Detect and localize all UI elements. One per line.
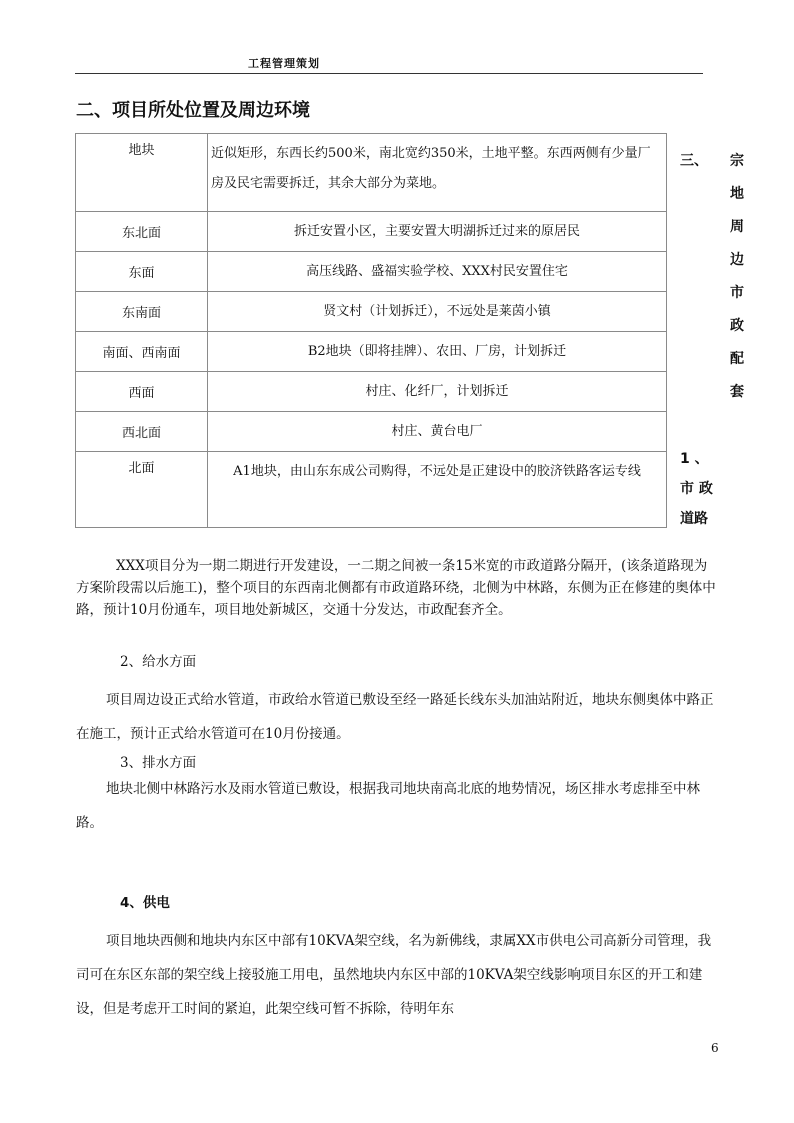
surroundings-table [75,133,667,528]
side-heading-char: 地 [730,186,744,202]
side-subheading-line2: 道路 [680,511,708,527]
description-cell: 高压线路、盛福实验学校、XXX村民安置住宅 [208,252,667,292]
table-row [76,372,667,412]
location-cell: 南面、西南面 [76,332,208,372]
side-heading-char: 周 [730,219,744,235]
header-rule [75,73,703,74]
heading-water-supply: 2、给水方面 [120,654,197,670]
table-row [76,452,667,528]
paragraph-water-supply: 项目周边设正式给水管道，市政给水管道已敷设至经一路延长线东头加油站附近，地块东侧奥体中路正在施工，预计正式给水管道可在10月份接通。 [76,692,714,742]
table-row [76,134,667,212]
side-heading-vertical [727,150,747,414]
side-heading-prefix: 三、 [680,153,708,169]
side-heading-char: 边 [730,252,744,268]
location-cell: 地块 [76,134,208,212]
table-row [76,412,667,452]
table-row [76,212,667,252]
location-cell: 东北面 [76,212,208,252]
paragraph-drainage: 地块北侧中林路污水及雨水管道已敷设，根据我司地块南高北底的地势情况，场区排水考虑排至中林路。 [76,781,700,831]
location-cell: 东面 [76,252,208,292]
description-cell: 拆迁安置小区，主要安置大明湖拆迁过来的原居民 [208,212,667,252]
table-row [76,252,667,292]
description-cell: 村庄、化纤厂，计划拆迁 [208,372,667,412]
description-cell: 近似矩形，东西长约500米，南北宽约350米，土地平整。东西两侧有少量厂房及民宅需要拆迁，其余大部分为菜地。 [208,134,667,212]
side-heading-char: 配 [730,351,744,367]
page-header-title: 工程管理策划 [248,57,320,70]
location-cell: 西面 [76,372,208,412]
paragraph-power-supply: 项目地块西侧和地块内东区中部有10KVA架空线，名为新佛线，隶属XX市供电公司高新分司管理，我司可在东区东部的架空线上接驳施工用电，虽然地块内东区中部的10KVA架空线影响项目东区的开工和建设，但是考虑开工时间的紧迫，此架空线可暂不拆除，待明年东 [76,933,712,1017]
description-cell: A1地块，由山东东成公司购得，不远处是正建设中的胶济铁路客运专线 [208,452,667,528]
description-cell: B2地块（即将挂牌）、农田、厂房，计划拆迁 [208,332,667,372]
table-row [76,332,667,372]
section-title: 二、项目所处位置及周边环境 [76,100,310,121]
description-cell: 村庄、黄台电厂 [208,412,667,452]
side-heading-char: 套 [730,384,744,400]
heading-drainage: 3、排水方面 [120,755,197,771]
side-subheading-line1: 市 政 [680,481,713,497]
side-heading-char: 宗 [730,153,744,169]
heading-power-supply: 4、供电 [120,895,170,911]
side-subheading-number: 1 、 [680,451,709,467]
location-cell: 北面 [76,452,208,528]
description-cell: 贤文村（计划拆迁），不远处是莱茵小镇 [208,292,667,332]
side-heading-char: 政 [730,318,744,334]
side-heading-char: 市 [730,285,744,301]
table-row [76,292,667,332]
page-number: 6 [711,1041,719,1055]
location-cell: 东南面 [76,292,208,332]
location-cell: 西北面 [76,412,208,452]
paragraph-municipal-roads: XXX项目分为一期二期进行开发建设，一二期之间被一条15米宽的市政道路分隔开，(该条道路现为方案阶段需以后施工)，整个项目的东西南北侧都有市政道路环绕，北侧为中林路，东侧为正在修建的奥体中路，预计10月份通车，项目地处新城区，交通十分发达，市政配套齐全。 [76,558,716,618]
